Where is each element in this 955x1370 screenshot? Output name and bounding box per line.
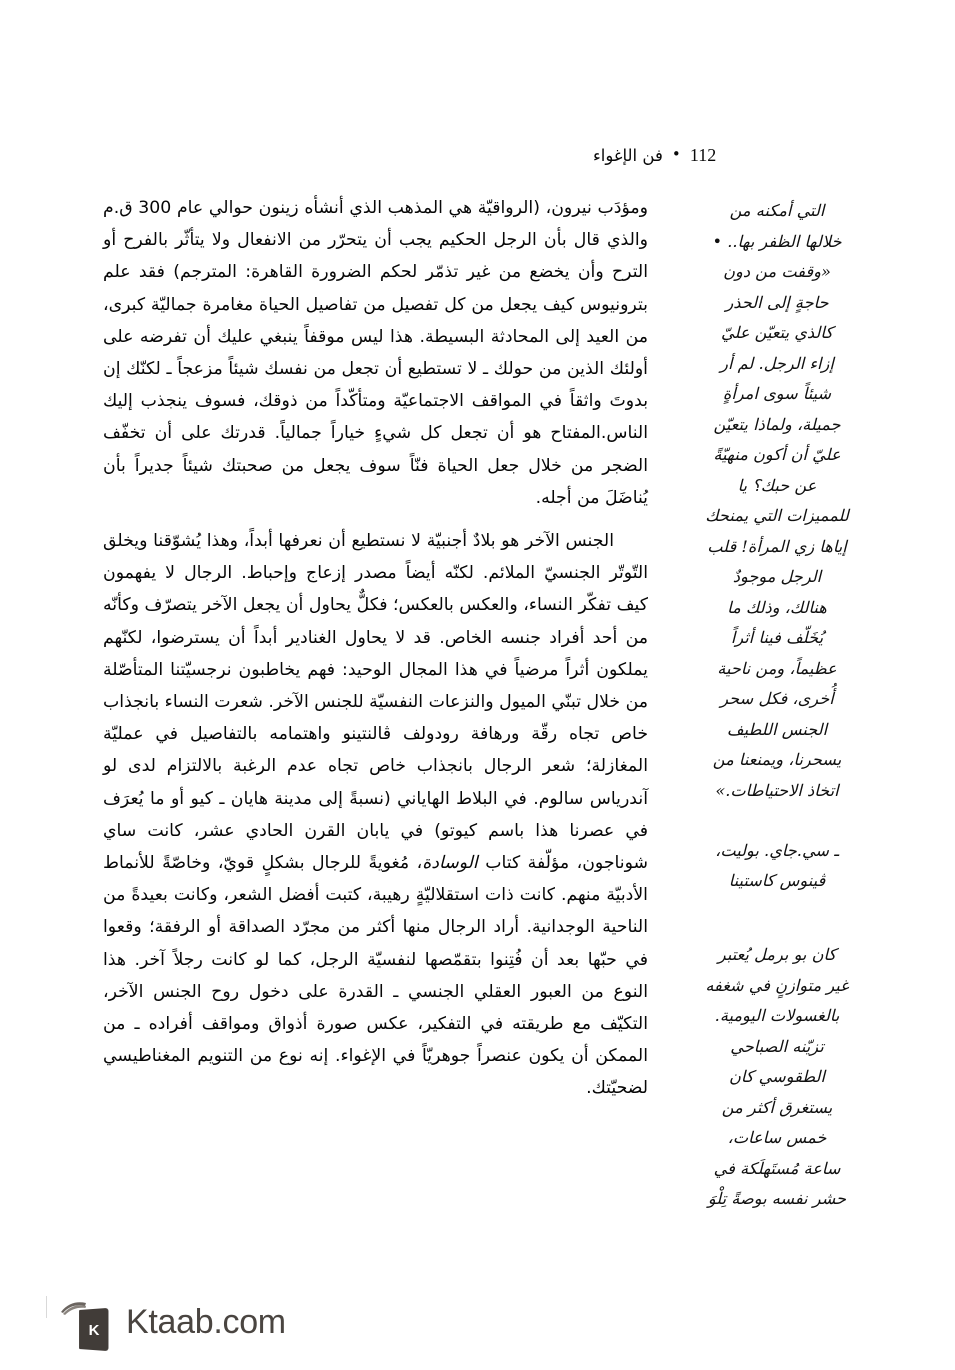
margin-note-line: أُخرى، فكل سحر bbox=[720, 689, 834, 708]
page-number: 112 bbox=[689, 145, 717, 165]
margin-note-line: التي أمكنه من bbox=[729, 201, 825, 220]
running-head-separator: • bbox=[671, 145, 681, 163]
margin-note-line: للمميزات التي يمنحك bbox=[705, 506, 849, 525]
site-watermark bbox=[60, 1296, 286, 1352]
paragraph-2 bbox=[103, 525, 648, 1105]
margin-note-line: حاجةٍ إلى الحذر bbox=[725, 292, 829, 312]
margin-note-line: عظيماً، ومن ناحية bbox=[717, 658, 837, 678]
margin-note-line: كان بو برمل يُعتبر bbox=[717, 945, 837, 964]
margin-note-line: «وقفت من دون bbox=[723, 262, 831, 281]
margin-note-line: يستغرق أكثر من bbox=[721, 1097, 833, 1117]
margin-note-line: الطقوسي كان bbox=[729, 1067, 825, 1086]
paragraph-1: ومؤدَب نيرون، (الرواقيّة هي المذهب الذي أنشأه زينون حوالي عام 300 ق.م والذي قال بأن الرجل الحكيم يجب أن يتحرّر من الانفعال ولا يتأثّر بالفرح أو الترح وأن يخضع من غير تذمّر لحكم الضرورة القاهرة: المترجم) فقد علم بترونيوس كيف يجعل من كل تفصيل من تفاصيل الحياة مغامرة جماليّة كبرى، من العيد إلى المحادثة البسيطة. هذا ليس موقفاً ينبغي عليك أن تفرضه على أولئك الذين من حولك ـ لا تستطيع أن تجعل من نفسك شيئاً مزعجاً ـ لكنّك إن بدوتَ واثقاً في المواقف الاجتماعيّة ومتأكّداً من ذوقك، فسوف ينجذب إليك الناس.المفتاح هو أن تجعل كل شيءٍ خياراً جمالياً. قدرتك على أن تخفّف الضجر من خلال جعل الحياة فنّاً سوف يجعل من صحبتك شيئاً جديراً بأن يُناضَلَ من أجله. bbox=[103, 198, 648, 508]
margin-note-line: يُخَلّف فينا أثراً bbox=[730, 628, 824, 647]
margin-note-line: غير متوازنٍ في شغفه bbox=[705, 975, 849, 995]
page-content bbox=[58, 192, 893, 1232]
logo-letter: K bbox=[88, 1322, 100, 1339]
margin-note-line: الرجل موجودٌ bbox=[732, 567, 822, 586]
body-text-column bbox=[103, 192, 648, 1105]
margin-note-line: يسحرنا، ويمنعنا من bbox=[712, 750, 842, 769]
margin-note-second bbox=[661, 940, 893, 1215]
margin-note-line: حشر نفسه بوصةً تِلْوَ bbox=[707, 1189, 847, 1208]
margin-note-line: جميلة، ولماذا يتعيّن bbox=[713, 414, 841, 434]
margin-note-line: هنالك، وذلك ما bbox=[727, 597, 827, 617]
margin-note-line: خمس ساعات، bbox=[727, 1128, 827, 1147]
open-book-icon bbox=[60, 1296, 118, 1352]
margin-note-line: خلالها الظفر بها.. • bbox=[712, 231, 842, 251]
watermark-text: Ktaab.com bbox=[126, 1303, 286, 1341]
margin-note-line: تزيّنه الصباحي bbox=[730, 1036, 824, 1056]
scan-edge-mark bbox=[46, 1296, 47, 1318]
margin-note-line: اتخاذ الاحتياطات.» bbox=[715, 780, 839, 800]
margin-note-quote bbox=[661, 196, 893, 806]
margin-note-attribution bbox=[661, 836, 893, 896]
margin-note-line: شيئاً سوى امرأةٍ bbox=[722, 384, 832, 403]
margin-note-line: عليّ أن أكون منهيّةً bbox=[713, 445, 841, 464]
margin-note-line: ساعة مُستَهلَكة في bbox=[713, 1158, 841, 1178]
book-title: فن الإغواء bbox=[593, 146, 663, 165]
margin-note-line: عن حبك؟ يا bbox=[737, 475, 817, 495]
margin-note-line: إزاء الرجل. لم أر bbox=[720, 353, 834, 373]
paragraph-2-part-a: الجنس الآخر هو بلادٌ أجنبيّة لا نستطيع أن نعرفها أبداً، وهذا يُشوّقنا ويخلق التّوتّر الجنسيّ الملائم. لكنّه أيضاً مصدر إزعاج وإحباط. الرجال لا يفهمون كيف تفكّر النساء، والعكس بالعكس؛ فكلٌّ يحاول أن يجعل الآخر يتصرّف وكأنّه من أحد أفراد جنسه الخاص. قد لا يحاول الغنادير أبداً أن يسترضوا، لكنّهم يملكون أثراً مرضياً في هذا المجال الوحيد: فهم يخاطبون نرجسيّتنا المتأصّلة من خلال تبنّي الميول والنزعات النفسيّة للجنس الآخر. شعرت النساء بانجذاب خاص تجاه رقّة ورهافة رودولف ڤالنتينو واهتمامه بالتفاصيل في عمليّة المغازلة؛ شعر الرجال بانجذاب خاص تجاه عدم الرغبة بالالتزام لدى لو آندرياس سالوم. في البلاط الهاياني (نسبةً إلى مدينة هايان ـ كيو أو ما يُعرَف في عصرنا هذا باسم كيوتو) في يابان القرن الحادي عشر، كانت ساي شوناجون، مؤلّفة كتاب bbox=[103, 531, 648, 874]
margin-note-line: بالغسولات اليومية. bbox=[714, 1006, 840, 1025]
attribution-line: ڤينوس كاستينا bbox=[728, 871, 826, 890]
paragraph-2-part-b: ، مُغويةً للرجال بشكلٍ قويّ، وخاصّةً للأنماط الأدبيّة منهم. كانت ذات استقلاليّةٍ رهيبة، كتبت أفضل الشعر، وكانت بعيدةً من الناحية الوجدانية. أراد الرجال منها أكثر من مجرّد الصداقة أو الرفقة؛ وقعوا في حبّها بعد أن فُتِنوا بتقمّصها لنفسيّة الرجل، كما لو كانت رجلاً آخر. هذا النوع من العبور العقلي الجنسي ـ القدرة على دخول روح الجنس الآخر، التكيّف مع طريقته في التفكير، عكس صورة أذواق ومواقف أفراده ـ من الممكن أن يكون عنصراً جوهريّاً في الإغواء. إنه نوع من التنويم المغناطيسي لضحيّتك. bbox=[103, 853, 648, 1099]
margin-note-line: الجنس اللطيف bbox=[726, 719, 828, 739]
margin-notes-column bbox=[661, 196, 893, 1215]
running-head bbox=[593, 145, 893, 166]
attribution-line: ـ سي.جاي. بوليت، bbox=[715, 841, 839, 860]
book-title-italic: الوسادة bbox=[422, 853, 478, 874]
margin-note-line: كالذي يتعيّن عليّ bbox=[721, 323, 833, 342]
margin-note-line: إياها زي المرأة! قلب bbox=[707, 536, 847, 556]
